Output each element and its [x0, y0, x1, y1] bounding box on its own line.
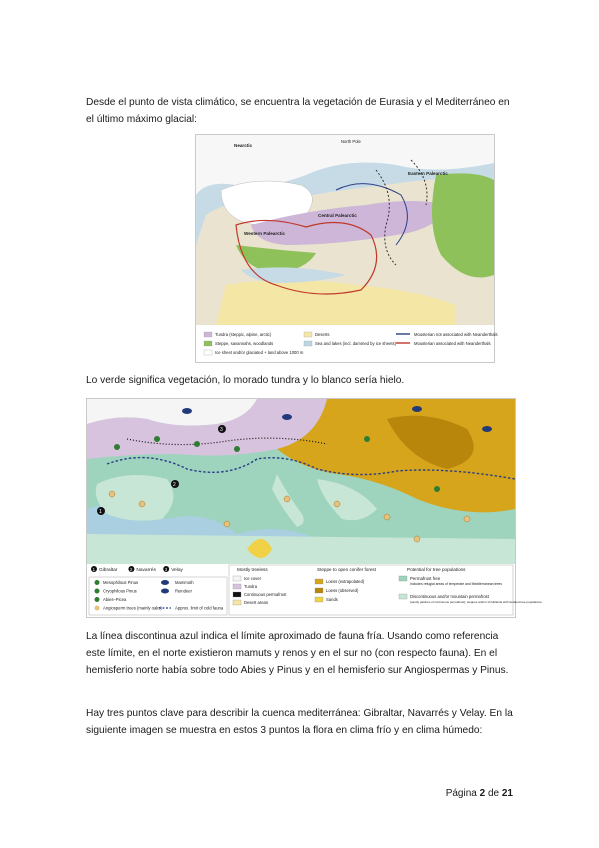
- svg-text:2: 2: [173, 482, 176, 488]
- column-header: Mostly treeless: [237, 567, 268, 572]
- symbol-label: Angiosperm trees (mainly oaks): [103, 605, 162, 611]
- site-name: Navarrés: [136, 568, 156, 573]
- legend-item-label: Ice sheet and/or glaciated + land above 1000 m: [215, 350, 304, 355]
- legend-item-label: Sea and lakes (incl. dammed by ice sheets): [315, 341, 396, 346]
- symbol-icon: [95, 589, 100, 594]
- paragraph-points: Hay tres puntos clave para describir la cuenca mediterránea: Gibraltar, Navarrés y Velay. En la siguiente imagen se muestra en estos 3 puntos la flora en clima frío y en clima húmedo:: [86, 708, 513, 736]
- area-swatch: [233, 592, 241, 597]
- symbol-icon: [95, 580, 100, 585]
- legend-item-label: Mousterian not associated with Neanderthals: [414, 332, 498, 337]
- reindeer-icon: [161, 589, 169, 594]
- page-total: 21: [501, 788, 513, 799]
- site-number: 1: [92, 566, 95, 572]
- area-label: Sands: [326, 597, 338, 602]
- column-header: Steppe to open conifer forest: [317, 567, 376, 572]
- area-swatch: [315, 579, 323, 584]
- page-current: 2: [479, 788, 486, 799]
- label-western-palearctic: Western Palearctic: [244, 231, 286, 236]
- symbol-label: Reindeer: [175, 588, 192, 594]
- area-label: Discontinuous and/or mountain permafrost: [410, 594, 489, 599]
- area-label: Continuous permafrost: [244, 592, 287, 597]
- site-number: 2: [130, 566, 133, 572]
- label-nearctic: Nearctic: [234, 143, 253, 148]
- paragraph-fauna: La línea discontinua azul indica el límite aproximado de fauna fría. Usando como referencia este límite, en el norte existieron mamuts y renos y en el sur no (con respecto fauna). En el hemisferio norte había sobre todo Abies y Pinus y en el hemisferio sur Angiospermas y Pinus.: [86, 631, 509, 676]
- legend-swatch: [204, 350, 212, 355]
- eurasia-map-svg: [196, 135, 498, 362]
- legend-item-label: Steppe, savannahs, woodlands: [215, 341, 274, 346]
- area-swatch: [233, 576, 241, 581]
- paragraph-intro: Desde el punto de vista climático, se encuentra la vegetación de Eurasia y el Mediterráneo en el último máximo glacial:: [86, 97, 510, 125]
- page-prefix: Página: [445, 788, 477, 799]
- legend-item-label: Mousterian associated with Neanderthals: [414, 341, 491, 346]
- mediterranean-map-svg: [87, 399, 542, 617]
- area-swatch: [233, 584, 241, 589]
- area-label: Includes refugial areas of temperate and Mediterranean trees: [410, 582, 502, 586]
- symbol-label: Mesophilous Pinus: [103, 580, 139, 585]
- area-label: Loess (observed): [326, 588, 359, 593]
- legend-swatch: [204, 332, 212, 337]
- area-swatch: [399, 594, 407, 599]
- symbol-label: Abies–Picea: [103, 597, 127, 602]
- area-label: Loess (extrapolated): [326, 579, 365, 584]
- area-swatch: [233, 600, 241, 605]
- legend-item-label: Tundra (steppic, alpine, arctic): [215, 332, 272, 337]
- symbol-label: Cryophilous Pinus: [103, 588, 137, 594]
- svg-text:1: 1: [99, 509, 102, 515]
- legend-swatch: [304, 341, 312, 346]
- mediterranean-map: [86, 398, 542, 618]
- area-label: Ice cover: [244, 576, 261, 581]
- column-header: Potential for tree populations: [407, 567, 466, 572]
- symbol-label: Approx. limit of cold fauna: [175, 605, 224, 611]
- area-swatch: [315, 588, 323, 593]
- area-label: Tundra: [244, 584, 258, 589]
- svg-text:3: 3: [220, 427, 223, 433]
- label-north-pole: North Pole: [341, 139, 361, 144]
- legend-swatch: [204, 341, 212, 346]
- page-of: de: [487, 788, 500, 799]
- site-name: Velay: [171, 568, 183, 573]
- legend-swatch: [304, 332, 312, 337]
- symbol-icon: [95, 606, 100, 611]
- symbol-icon: [95, 597, 100, 602]
- site-name: Gibraltar: [99, 568, 118, 573]
- area-label: Permafrost free: [410, 576, 441, 581]
- symbol-label: Mammoth: [175, 580, 194, 585]
- legend-item-label: Deserts: [315, 332, 330, 337]
- label-eastern-palearctic: Eastern Palearctic: [408, 171, 448, 176]
- area-swatch: [315, 597, 323, 602]
- label-central-palearctic: Central Palearctic: [318, 213, 357, 218]
- area-label: (sandy patches of continuous permafrost); steppes and/or shrublands with isolated tree populations: [410, 600, 542, 604]
- site-number: 3: [164, 566, 168, 572]
- paragraph-colors: Lo verde significa vegetación, lo morado tundra y lo blanco sería hielo.: [86, 375, 405, 386]
- area-swatch: [399, 576, 407, 581]
- mammoth-icon: [161, 580, 169, 585]
- page-number: [446, 788, 513, 799]
- area-label: Desert areas: [244, 600, 268, 605]
- eurasia-vegetation-map: [195, 134, 498, 363]
